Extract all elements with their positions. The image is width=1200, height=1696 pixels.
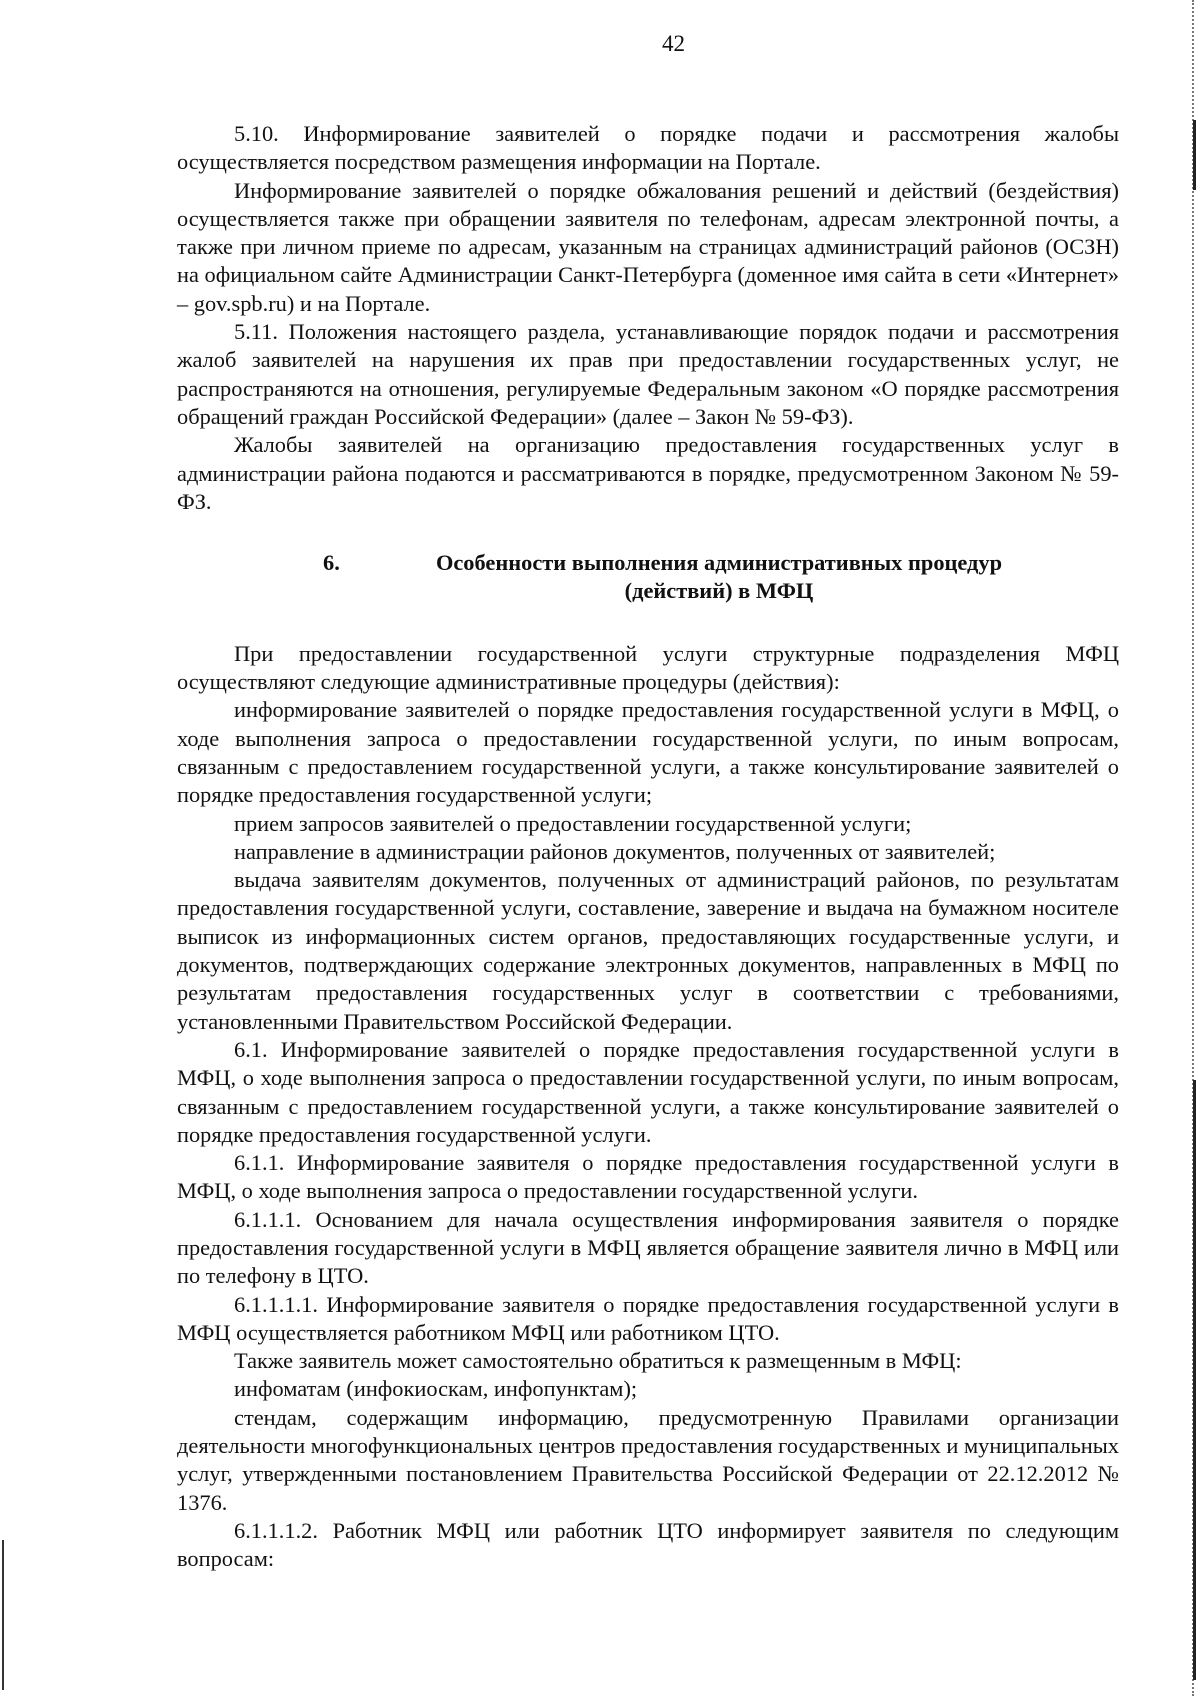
paragraph-5-10: 5.10. Информирование заявителей о порядке подачи и рассмотрения жалобы осуществляется посредством размещения информации на Портале. (177, 121, 1119, 175)
scan-mark (1193, 120, 1196, 190)
list-item-informing: информирование заявителей о порядке предоставления государственной услуги в МФЦ, о ходе выполнения запроса о предоставлении государственной услуги, по иным вопросам, связанным с предоставлением государственной услуги, а также консультирование заявителей о порядке предоставления государственной услуги; (177, 697, 1119, 808)
page-number: 42 (662, 31, 685, 56)
list-item-stands: стендам, содержащим информацию, предусмотренную Правилами организации деятельности многофункциональных центров предоставления государственных и муниципальных услуг, утвержденными постановлением Правительства Российской Федерации от 22.12.2012 № 1376. (177, 1404, 1119, 1515)
paragraph-complaints: Жалобы заявителей на организацию предоставления государственных услуг в администрации района подаются и рассматриваются в порядке, предусмотренном Законом № 59-ФЗ. (177, 432, 1119, 514)
paragraph-mfc-procedures: При предоставлении государственной услуги структурные подразделения МФЦ осуществляют следующие административные процедуры (действия): (177, 640, 1119, 695)
list-item-sending: направление в администрации районов документов, полученных от заявителей; (234, 838, 996, 864)
paragraph-6-1-1-1: 6.1.1.1. Основанием для начала осуществления информирования заявителя о порядке предоставления государственной услуги в МФЦ является обращение заявителя лично в МФЦ или по телефону в ЦТО. (177, 1206, 1119, 1289)
list-item-infomats: инфоматам (инфокиоскам, инфопунктам); (234, 1376, 638, 1402)
paragraph-self-service: Также заявитель может самостоятельно обратиться к размещенным в МФЦ: (234, 1348, 962, 1374)
document-body (177, 120, 1119, 1574)
paragraph-6-1-1-1-2: 6.1.1.1.2. Работник МФЦ или работник ЦТО информирует заявителя по следующим вопросам: (177, 1517, 1119, 1572)
paragraph-6-1-1: 6.1.1. Информирование заявителя о порядке предоставления государственной услуги в МФЦ, о ходе выполнения запроса о предоставлении государственной услуги. (177, 1150, 1119, 1204)
paragraph-6-1: 6.1. Информирование заявителей о порядке предоставления государственной услуги в МФЦ, о ходе выполнения запроса о предоставлении государственной услуги, по иным вопросам, связанным с предоставлением государственной услуги, а также консультирование заявителей о порядке предоставления государственной услуги. (177, 1036, 1119, 1147)
paragraph-6-1-1-1-1: 6.1.1.1.1. Информирование заявителя о порядке предоставления государственной услуги в МФЦ осуществляется работником МФЦ или работником ЦТО. (177, 1291, 1119, 1345)
section-title: Особенности выполнения административных процедур (действий) в МФЦ (435, 550, 1003, 604)
scan-mark (1193, 1080, 1196, 1680)
section-heading (177, 549, 1119, 606)
list-item-issuing: выдача заявителям документов, полученных от администраций районов, по результатам предоставления государственной услуги, составление, заверение и выдача на бумажном носителе выписок из информационных систем органов, предоставляющих государственные услуги, и документов, подтверждающих содержание электронных документов, направленных в МФЦ по результатам предоставления государственных услуг в соответствии с требованиями, установленными Правительством Российской Федерации. (177, 867, 1119, 1034)
paragraph-5-11: 5.11. Положения настоящего раздела, устанавливающие порядок подачи и рассмотрения жалоб заявителей на нарушения их прав при предоставлении государственных услуг, не распространяются на отношения, регулируемые Федеральным законом «О порядке рассмотрения обращений граждан Российской Федерации» (далее – Закон № 59-ФЗ). (177, 319, 1119, 429)
list-item-reception: прием запросов заявителей о предоставлении государственной услуги; (234, 810, 912, 836)
scan-mark (2, 1540, 4, 1690)
paragraph-appeal-info: Информирование заявителей о порядке обжалования решений и действий (бездействия) осуществляется также при обращении заявителя по телефонам, адресам электронной почты, а также при личном приеме по адресам, указанным на страницах администраций районов (ОСЗН) на официальном сайте Администрации Санкт-Петербурга (доменное имя сайта в сети «Интернет» – gov.spb.ru) и на Портале. (177, 177, 1119, 316)
section-number: 6. (323, 550, 340, 576)
